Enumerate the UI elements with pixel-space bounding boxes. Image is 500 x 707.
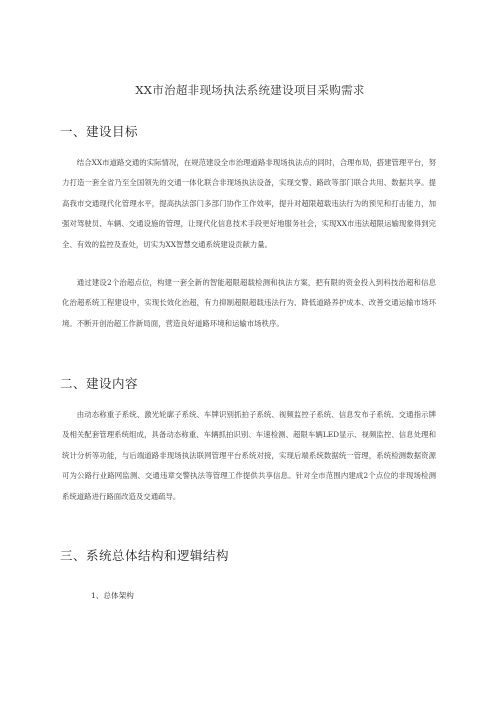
section-heading-goals: 一、建设目标: [60, 124, 139, 139]
goals-paragraph-1: 结合XX市道路交通的实际情况，在规范建设全市治理道路非现场执法点的同时，合理布局，搭建管理平台，努力打造一套全省乃至全国领先的交通一体化联合非现场执法设备，实现交警、路政等部门联合共用、数据共享。提高我市交通现代化管理水平，提高执法部门多部门协作工作效率，提升对超限超载违法行为的预见和打击能力，加强对驾驶员、车辆、交通设施的管理，让现代化信息技术手段更好地服务社会，实现XX市违法超限运输现象得到完全、有效的监控及查处，切实为XX智慧交通系统建设贡献力量。: [62, 158, 436, 249]
section-heading-architecture: 三、系统总体结构和逻辑结构: [60, 548, 230, 563]
content-paragraph-1: 由动态称重子系统、激光轮廓子系统、车牌识别抓拍子系统、视频监控子系统、信息发布子系统、交通指示牌及相关配套管理系统组成，具备动态称重、车辆抓拍识别、车速检测、超限车辆LED显示、视频监控、信息处理和统计分析等功能，与后端道路非现场执法联网管理平台系统对接，实现后端系统数据统一管理，系统检测数据资源可为公路行业路网监测、交通违章交警执法等管理工作提供共享信息。针对全市范围内建成2个点位的非现场检测系统道路进行路面改造及交通疏导。: [62, 410, 436, 501]
document-title: XX市治超非现场执法系统建设项目采购需求: [135, 83, 365, 97]
goals-paragraph-2: 通过建设2个治超点位，构建一套全新的智能超限超载检测和执法方案，把有限的资金投入到科技治超和信息化治超系统工程建设中，实现长效化治超，有力抑制超限超载违法行为、降低道路养护成本、改善交通运输市场环境。不断开创治超工作新局面，营造良好道路环境和运输市场秩序。: [62, 278, 436, 328]
subheading-overall-architecture: 1、总体架构: [91, 591, 134, 600]
section-heading-content: 二、建设内容: [60, 376, 139, 391]
